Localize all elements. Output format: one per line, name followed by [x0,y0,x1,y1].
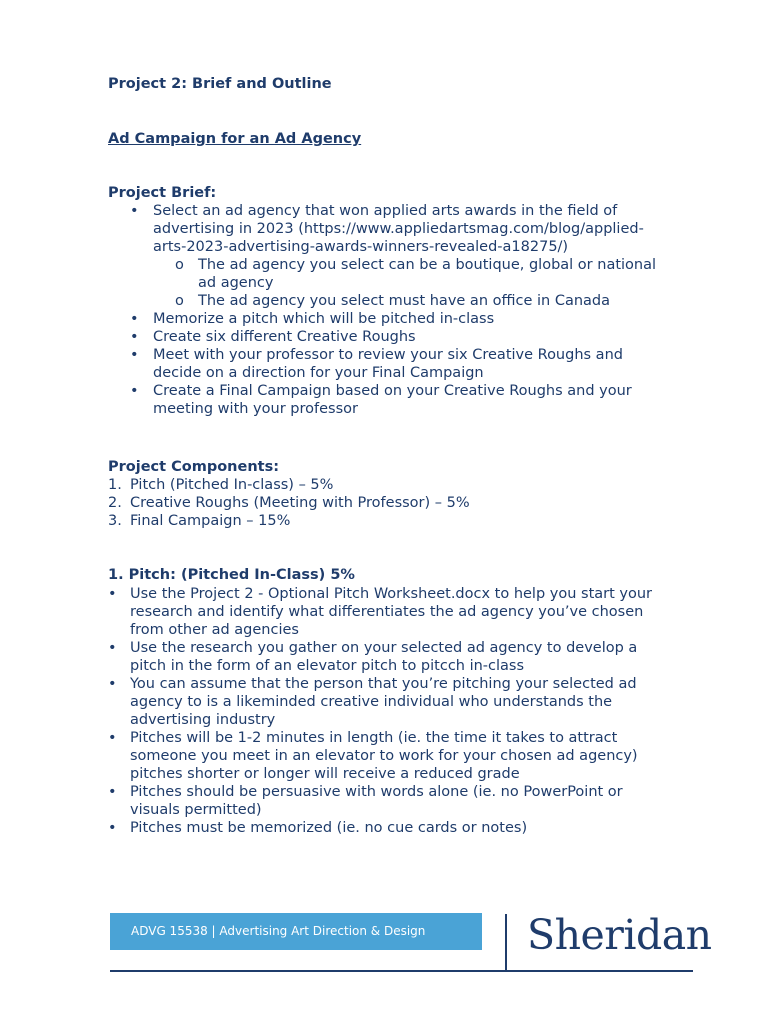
document-subtitle: Ad Campaign for an Ad Agency [108,131,362,147]
component-text: Final Campaign – 15% [130,513,291,529]
bullet-icon: • [108,640,117,656]
brief-subitem-line: The ad agency you select can be a boutique, global or national [198,257,657,273]
component-number: 2. [108,495,122,511]
brief-item-line: decide on a direction for your Final Campaign [153,365,484,381]
brief-item-line: Meet with your professor to review your six Creative Roughs and [153,347,623,363]
bullet-icon: • [108,730,117,746]
bullet-icon: • [130,347,139,363]
pitch-item-line: visuals permitted) [130,802,262,818]
component-text: Pitch (Pitched In-class) – 5% [130,477,334,493]
components-heading: Project Components: [108,459,280,475]
sheridan-logo: Sheridan [527,911,712,959]
component-text: Creative Roughs (Meeting with Professor) – 5% [130,495,470,511]
footer-course-text: ADVG 15538 | Advertising Art Direction & Design [131,924,426,938]
bullet-icon: • [130,383,139,399]
brief-item-line: Create six different Creative Roughs [153,329,416,345]
document-title: Project 2: Brief and Outline [108,76,332,92]
bullet-icon: • [130,329,139,345]
pitch-item-line: advertising industry [130,712,276,728]
bullet-icon: • [108,586,117,602]
brief-item-line: Select an ad agency that won applied arts awards in the field of [153,203,618,219]
bullet-icon: • [108,820,117,836]
brief-subitem-line: The ad agency you select must have an office in Canada [198,293,611,309]
bullet-icon: • [130,203,139,219]
brief-item-line: arts-2023-advertising-awards-winners-revealed-a18275/) [153,239,569,255]
pitch-item-line: Use the research you gather on your selected ad agency to develop a [130,640,638,656]
brief-item-line: meeting with your professor [153,401,358,417]
component-number: 1. [108,477,122,493]
pitch-item-line: Pitches must be memorized (ie. no cue cards or notes) [130,820,528,836]
pitch-item-line: from other ad agencies [130,622,299,638]
sub-bullet-icon: o [175,257,184,273]
bullet-icon: • [130,311,139,327]
pitch-item-line: Pitches should be persuasive with words alone (ie. no PowerPoint or [130,784,623,800]
brief-item-line: advertising in 2023 (https://www.appliedartsmag.com/blog/applied- [153,221,644,237]
pitch-item-line: Use the Project 2 - Optional Pitch Worksheet.docx to help you start your [130,586,653,602]
brief-item-line: Create a Final Campaign based on your Creative Roughs and your [153,383,632,399]
pitch-item-line: Pitches will be 1-2 minutes in length (ie. the time it takes to attract [130,730,618,746]
footer-rule [110,970,693,972]
bullet-icon: • [108,676,117,692]
brief-heading: Project Brief: [108,185,217,201]
brief-subitem-line: ad agency [198,275,274,291]
pitch-item-line: agency to is a likeminded creative individual who understands the [130,694,613,710]
component-number: 3. [108,513,122,529]
pitch-item-line: someone you meet in an elevator to work for your chosen ad agency) [130,748,638,764]
brief-item-line: Memorize a pitch which will be pitched in-class [153,311,495,327]
footer-divider [505,914,507,971]
pitch-item-line: pitches shorter or longer will receive a reduced grade [130,766,520,782]
pitch-heading: 1. Pitch: (Pitched In-Class) 5% [108,567,355,583]
sub-bullet-icon: o [175,293,184,309]
pitch-item-line: You can assume that the person that you’re pitching your selected ad [130,676,637,692]
bullet-icon: • [108,784,117,800]
pitch-item-line: pitch in the form of an elevator pitch to pitcch in-class [130,658,525,674]
pitch-item-line: research and identify what differentiates the ad agency you’ve chosen [130,604,644,620]
